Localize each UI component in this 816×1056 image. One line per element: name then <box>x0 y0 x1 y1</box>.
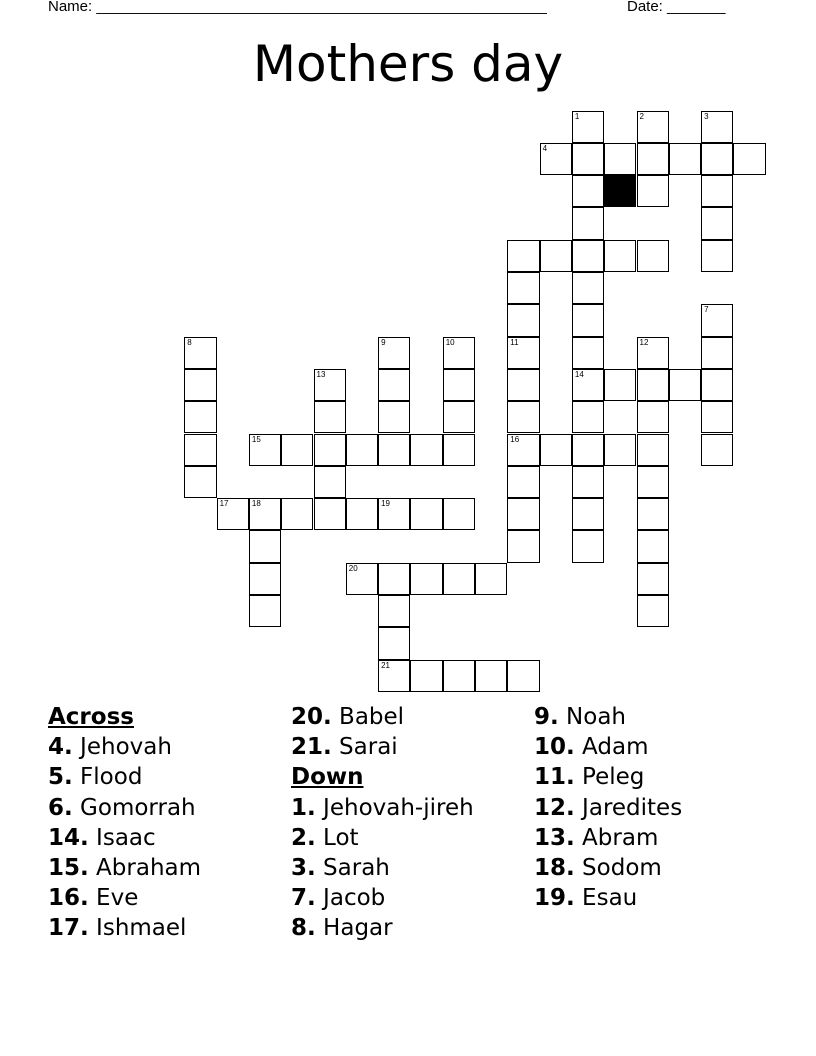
grid-cell[interactable] <box>378 595 410 627</box>
clue-item-text: Babel <box>331 704 405 730</box>
clue-column-3 <box>534 702 682 913</box>
clue-item-number: 2. <box>291 824 316 851</box>
grid-cell[interactable] <box>637 369 669 401</box>
grid-cell[interactable] <box>701 111 733 143</box>
clue-number: 15 <box>251 434 261 444</box>
grid-cell[interactable] <box>410 660 442 692</box>
clue-item-number: 5. <box>48 764 73 791</box>
clue-item <box>534 702 682 732</box>
grid-cell[interactable] <box>507 401 539 433</box>
clue-item-number: 15. <box>48 855 89 882</box>
grid-cell[interactable] <box>701 304 733 336</box>
grid-cell[interactable] <box>701 143 733 175</box>
grid-cell[interactable] <box>669 143 701 175</box>
clue-item <box>534 823 682 853</box>
grid-cell[interactable] <box>540 434 572 466</box>
clue-item-text: Isaac <box>88 824 156 851</box>
clue-item-text: Esau <box>574 885 638 912</box>
clue-item <box>291 913 474 943</box>
grid-cell[interactable] <box>572 175 604 207</box>
grid-cell[interactable] <box>637 111 669 143</box>
grid-cell[interactable] <box>314 401 346 433</box>
grid-cell[interactable] <box>540 143 572 175</box>
clue-number: 8 <box>187 337 192 347</box>
name-line: Name: ______________________________________________________ <box>48 0 547 15</box>
date-line: Date: _______ <box>627 0 726 15</box>
grid-cell[interactable] <box>410 434 442 466</box>
grid-cell[interactable] <box>443 498 475 530</box>
clue-item-text: Sarah <box>315 855 390 882</box>
clue-item-number: 17. <box>48 915 89 942</box>
grid-cell[interactable] <box>572 466 604 498</box>
clue-item-number: 21. <box>291 734 332 761</box>
grid-cell[interactable] <box>507 434 539 466</box>
grid-cell[interactable] <box>572 111 604 143</box>
clue-item <box>48 883 201 913</box>
grid-cell[interactable] <box>507 498 539 530</box>
grid-cell[interactable] <box>701 207 733 239</box>
grid-cell[interactable] <box>507 304 539 336</box>
clue-item-text: Hagar <box>315 915 393 942</box>
clue-item <box>534 793 682 823</box>
grid-cell[interactable] <box>184 466 216 498</box>
clue-item-number: 9. <box>534 704 559 730</box>
clue-item-text: Sarai <box>331 734 398 761</box>
clue-item-text: Jaredites <box>574 794 683 821</box>
grid-cell[interactable] <box>669 369 701 401</box>
clue-item-text: Flood <box>72 764 143 791</box>
clue-item-text: Gomorrah <box>72 794 196 821</box>
clue-item-text: Eve <box>88 885 139 912</box>
grid-cell[interactable] <box>410 563 442 595</box>
grid-cell[interactable] <box>443 401 475 433</box>
grid-cell[interactable] <box>637 434 669 466</box>
clue-number: 14 <box>574 369 584 379</box>
grid-cell[interactable] <box>184 401 216 433</box>
grid-cell[interactable] <box>443 660 475 692</box>
grid-cell[interactable] <box>217 498 249 530</box>
clue-item-number: 16. <box>48 885 89 912</box>
clue-number: 12 <box>639 337 649 347</box>
grid-cell[interactable] <box>637 143 669 175</box>
grid-cell[interactable] <box>701 434 733 466</box>
grid-cell[interactable] <box>637 595 669 627</box>
grid-cell[interactable] <box>314 498 346 530</box>
grid-cell[interactable] <box>184 369 216 401</box>
clue-item <box>48 913 201 943</box>
clue-item <box>291 883 474 913</box>
clue-column-1 <box>48 702 201 944</box>
across-heading: Across <box>48 704 134 730</box>
grid-cell[interactable] <box>314 369 346 401</box>
grid-cell[interactable] <box>507 369 539 401</box>
clue-item <box>48 732 201 762</box>
clue-item-number: 3. <box>291 855 316 882</box>
page-title: Mothers day <box>252 35 564 93</box>
grid-cell[interactable] <box>572 240 604 272</box>
grid-cell[interactable] <box>572 143 604 175</box>
grid-cell[interactable] <box>572 207 604 239</box>
grid-cell[interactable] <box>572 272 604 304</box>
clue-number: 9 <box>381 337 386 347</box>
clue-item-text: Peleg <box>574 764 645 791</box>
clue-item-number: 4. <box>48 734 73 761</box>
grid-cell[interactable] <box>314 466 346 498</box>
clue-item-text: Abram <box>574 824 659 851</box>
clue-item <box>48 853 201 883</box>
clue-item-number: 14. <box>48 824 89 851</box>
grid-cell[interactable] <box>443 369 475 401</box>
grid-cell[interactable] <box>346 498 378 530</box>
clue-item-number: 7. <box>291 885 316 912</box>
grid-cell[interactable] <box>249 563 281 595</box>
grid-cell[interactable] <box>701 401 733 433</box>
clue-item-text: Jehovah-jireh <box>315 794 474 821</box>
grid-cell[interactable] <box>540 240 572 272</box>
clue-item-number: 19. <box>534 885 575 912</box>
grid-cell[interactable] <box>314 434 346 466</box>
grid-cell[interactable] <box>475 563 507 595</box>
clue-item-text: Jehovah <box>72 734 172 761</box>
grid-cell[interactable] <box>572 530 604 562</box>
grid-cell[interactable] <box>378 369 410 401</box>
grid-cell[interactable] <box>475 660 507 692</box>
grid-cell[interactable] <box>410 498 442 530</box>
grid-cell[interactable] <box>281 498 313 530</box>
grid-cell[interactable] <box>443 337 475 369</box>
clue-item <box>291 793 474 823</box>
grid-cell[interactable] <box>507 466 539 498</box>
grid-cell[interactable] <box>378 498 410 530</box>
clue-number: 18 <box>251 499 261 509</box>
grid-cell[interactable] <box>507 240 539 272</box>
clue-item <box>48 823 201 853</box>
clue-item-number: 10. <box>534 734 575 761</box>
black-cell <box>604 175 636 207</box>
clue-number: 10 <box>445 337 455 347</box>
clue-item-number: 6. <box>48 794 73 821</box>
clue-number: 17 <box>219 499 229 509</box>
clue-number: 16 <box>510 434 520 444</box>
clue-item-text: Jacob <box>315 885 386 912</box>
clue-item <box>48 793 201 823</box>
grid-cell[interactable] <box>249 498 281 530</box>
clue-item-text: Lot <box>315 824 359 851</box>
clue-item-text: Ishmael <box>88 915 187 942</box>
grid-cell[interactable] <box>378 337 410 369</box>
grid-cell[interactable] <box>637 240 669 272</box>
grid-cell[interactable] <box>572 337 604 369</box>
grid-cell[interactable] <box>572 401 604 433</box>
grid-cell[interactable] <box>184 337 216 369</box>
grid-cell[interactable] <box>701 240 733 272</box>
clue-item-text: Abraham <box>88 855 202 882</box>
clue-item <box>291 853 474 883</box>
clue-number: 2 <box>639 111 644 121</box>
grid-cell[interactable] <box>507 660 539 692</box>
clue-number: 7 <box>704 305 709 315</box>
grid-cell[interactable] <box>604 240 636 272</box>
grid-cell[interactable] <box>637 563 669 595</box>
grid-cell[interactable] <box>507 272 539 304</box>
clue-column-2 <box>291 702 474 944</box>
clue-item-text: Adam <box>574 734 649 761</box>
clue-item <box>48 762 201 792</box>
grid-cell[interactable] <box>572 498 604 530</box>
clue-item-number: 18. <box>534 855 575 882</box>
clue-item-text: Noah <box>558 704 627 730</box>
grid-cell[interactable] <box>604 143 636 175</box>
grid-cell[interactable] <box>507 530 539 562</box>
clue-item-text: Sodom <box>574 855 662 882</box>
grid-cell[interactable] <box>378 434 410 466</box>
down-heading: Down <box>291 764 364 791</box>
clue-number: 11 <box>510 337 519 347</box>
grid-cell[interactable] <box>443 434 475 466</box>
grid-cell[interactable] <box>637 337 669 369</box>
grid-cell[interactable] <box>378 660 410 692</box>
grid-cell[interactable] <box>507 337 539 369</box>
grid-cell[interactable] <box>572 369 604 401</box>
clue-item-number: 1. <box>291 794 316 821</box>
grid-cell[interactable] <box>604 369 636 401</box>
grid-cell[interactable] <box>572 434 604 466</box>
clue-number: 1 <box>574 111 580 121</box>
clue-item <box>291 823 474 853</box>
grid-cell[interactable] <box>637 175 669 207</box>
clue-item <box>291 702 474 732</box>
clue-number: 3 <box>704 111 709 121</box>
grid-cell[interactable] <box>572 304 604 336</box>
grid-cell[interactable] <box>701 369 733 401</box>
clue-item <box>534 762 682 792</box>
grid-cell[interactable] <box>637 466 669 498</box>
grid-cell[interactable] <box>346 434 378 466</box>
grid-cell[interactable] <box>733 143 765 175</box>
clue-item <box>534 883 682 913</box>
grid-cell[interactable] <box>604 434 636 466</box>
grid-cell[interactable] <box>378 401 410 433</box>
grid-cell[interactable] <box>249 434 281 466</box>
grid-cell[interactable] <box>346 563 378 595</box>
clue-number: 21 <box>381 660 390 670</box>
grid-cell[interactable] <box>378 627 410 659</box>
grid-cell[interactable] <box>701 175 733 207</box>
grid-cell[interactable] <box>249 595 281 627</box>
clue-item-number: 20. <box>291 704 332 730</box>
grid-cell[interactable] <box>249 530 281 562</box>
grid-cell[interactable] <box>184 434 216 466</box>
clue-number: 19 <box>381 499 390 509</box>
clue-item <box>534 853 682 883</box>
clue-item <box>534 732 682 762</box>
clue-item-number: 11. <box>534 764 575 791</box>
grid-cell[interactable] <box>443 563 475 595</box>
grid-cell[interactable] <box>378 563 410 595</box>
grid-cell[interactable] <box>637 401 669 433</box>
grid-cell[interactable] <box>637 530 669 562</box>
clue-item-number: 12. <box>534 794 575 821</box>
clue-item-number: 8. <box>291 915 316 942</box>
clue-number: 13 <box>316 369 326 379</box>
clue-item-number: 13. <box>534 824 575 851</box>
grid-cell[interactable] <box>637 498 669 530</box>
clue-number: 20 <box>348 563 358 573</box>
clue-number: 4 <box>542 143 548 153</box>
grid-cell[interactable] <box>281 434 313 466</box>
grid-cell[interactable] <box>701 337 733 369</box>
clue-item <box>291 732 474 762</box>
